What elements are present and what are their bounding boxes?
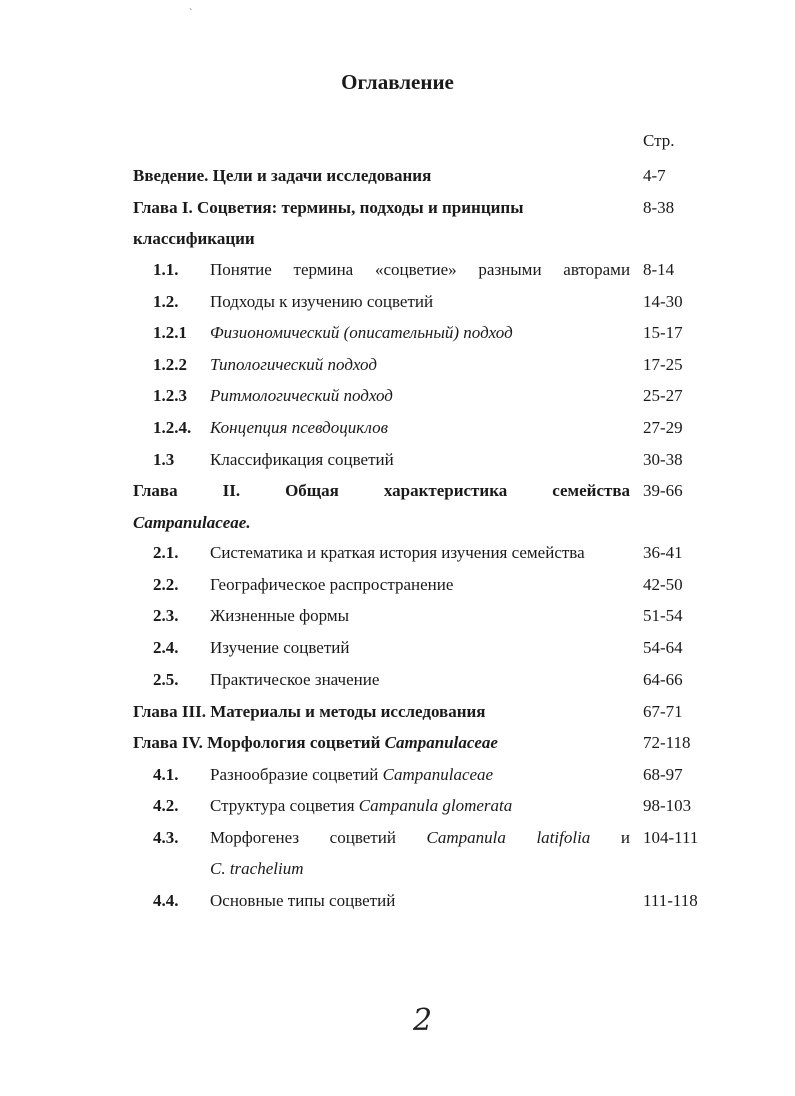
- section-title: Систематика и краткая история изучения семейства: [210, 543, 585, 562]
- section-pages: 54-64: [643, 638, 683, 657]
- section-title: Жизненные формы: [210, 606, 350, 625]
- section-title: Подходы к изучению соцветий: [210, 292, 434, 311]
- chapter-title: Глава IV. Морфология соцветий Campanulaceae: [133, 733, 498, 752]
- section-number: 4.1.: [153, 765, 179, 784]
- chapter-pages: 39-66: [643, 481, 683, 500]
- section-number: 1.1.: [153, 260, 179, 279]
- section-pages: 51-54: [643, 606, 683, 625]
- chapter-title-cont: классификации: [133, 229, 255, 248]
- section-pages: 27-29: [643, 418, 683, 437]
- section-number: 4.2.: [153, 796, 179, 815]
- chapter-title-cont: Campanulaceae.: [133, 513, 251, 532]
- section-pages: 15-17: [643, 323, 683, 342]
- section-pages: 30-38: [643, 450, 683, 469]
- chapter-pages: 67-71: [643, 702, 683, 721]
- section-pages: 111-118: [643, 891, 698, 910]
- section-number: 2.1.: [153, 543, 179, 562]
- chapter-title: Глава I. Соцветия: термины, подходы и принципы: [133, 198, 524, 217]
- section-title: Типологический подход: [210, 355, 377, 374]
- section-pages: 104-111: [643, 828, 699, 847]
- section-pages: 17-25: [643, 355, 683, 374]
- section-title-cont: C. trachelium: [210, 859, 304, 878]
- section-title: Классификация соцветий: [210, 450, 394, 469]
- section-pages: 98-103: [643, 796, 692, 815]
- page-title: Оглавление: [341, 70, 454, 94]
- section-title: Основные типы соцветий: [210, 891, 396, 910]
- section-number: 2.4.: [153, 638, 179, 657]
- chapter-title: Глава II. Общая характеристика семейства: [133, 481, 631, 500]
- section-title: Географическое распространение: [210, 575, 454, 594]
- section-pages: 14-30: [643, 292, 683, 311]
- chapter-pages: 8-38: [643, 198, 675, 217]
- section-title: Разнообразие соцветий Campanulaceae: [210, 765, 494, 784]
- section-number: 1.2.2: [153, 355, 187, 374]
- section-pages: 68-97: [643, 765, 683, 784]
- section-number: 2.3.: [153, 606, 179, 625]
- section-number: 2.5.: [153, 670, 179, 689]
- section-pages: 42-50: [643, 575, 683, 594]
- handwritten-page-number: 2: [413, 1003, 433, 1038]
- section-number: 1.2.4.: [153, 418, 192, 437]
- section-number: 1.2.3: [153, 386, 187, 405]
- section-title: Морфогенез соцветий Campanula latifolia и: [210, 828, 630, 847]
- chapter-title: Глава III. Материалы и методы исследования: [133, 702, 486, 721]
- section-number: 4.3.: [153, 828, 179, 847]
- section-title: Концепция псевдоциклов: [210, 418, 389, 437]
- scan-mark: `: [189, 8, 193, 19]
- pages-column-header: Стр.: [643, 131, 675, 150]
- section-title: Структура соцветия Campanula glomerata: [210, 796, 513, 815]
- section-number: 2.2.: [153, 575, 179, 594]
- section-number: 1.3: [153, 450, 175, 469]
- section-number: 4.4.: [153, 891, 179, 910]
- chapter-pages: 4-7: [643, 166, 666, 185]
- section-pages: 36-41: [643, 543, 683, 562]
- section-pages: 8-14: [643, 260, 675, 279]
- section-title: Понятие термина «соцветие» разными авторами: [210, 260, 631, 279]
- chapter-title: Введение. Цели и задачи исследования: [133, 166, 432, 185]
- section-title: Практическое значение: [210, 670, 380, 689]
- section-title: Ритмологический подход: [210, 386, 393, 405]
- section-title: Физиономический (описательный) подход: [210, 323, 513, 342]
- section-title: Изучение соцветий: [210, 638, 350, 657]
- section-number: 1.2.1: [153, 323, 187, 342]
- section-pages: 25-27: [643, 386, 683, 405]
- chapter-pages: 72-118: [643, 733, 691, 752]
- section-pages: 64-66: [643, 670, 683, 689]
- section-number: 1.2.: [153, 292, 179, 311]
